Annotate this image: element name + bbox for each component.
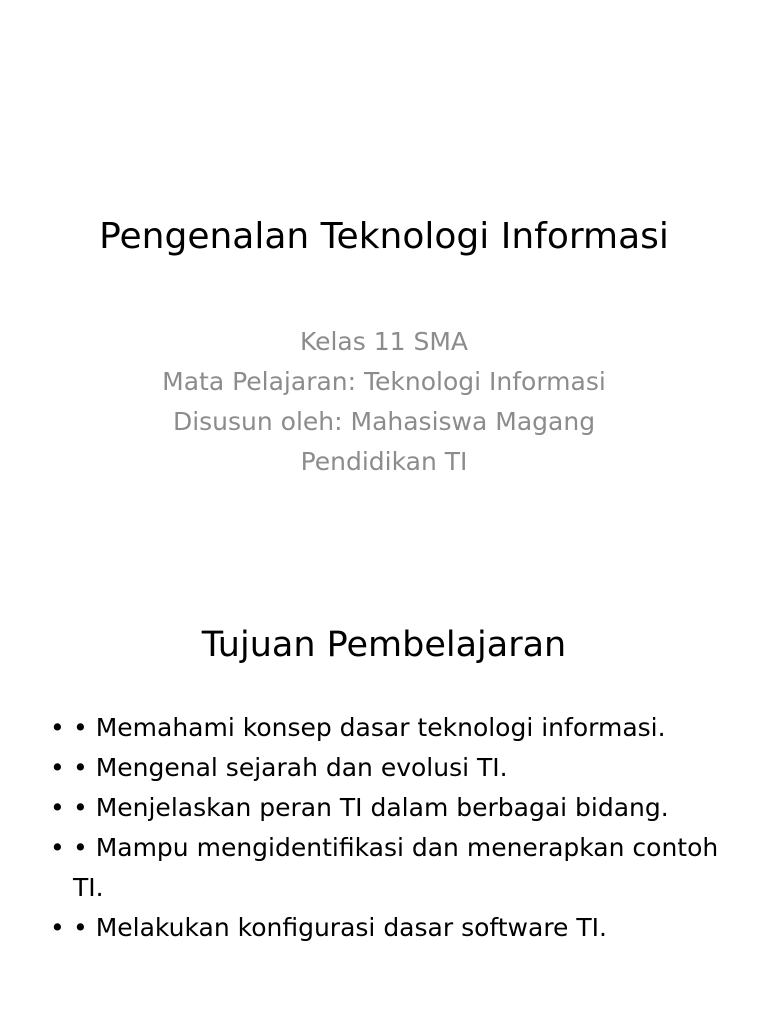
bullet-icon: •	[50, 833, 65, 862]
list-item	[44, 788, 744, 828]
list-item	[44, 748, 744, 788]
bullet-icon: •	[50, 753, 65, 782]
bullet-icon: •	[50, 913, 65, 942]
list-item-text: • Menjelaskan peran TI dalam berbagai bidang.	[73, 793, 669, 822]
list-item-text: • Melakukan konfigurasi dasar software TI.	[73, 913, 607, 942]
list-item	[44, 828, 744, 908]
bullet-icon: •	[50, 713, 65, 742]
subtitle-line: Pendidikan TI	[300, 447, 468, 476]
slide-heading: Tujuan Pembelajaran	[201, 625, 567, 665]
list-item-text: • Mengenal sejarah dan evolusi TI.	[73, 753, 508, 782]
subtitle-line: Kelas 11 SMA	[299, 327, 469, 356]
list-item	[44, 708, 744, 748]
bullet-icon: •	[50, 793, 65, 822]
slide-subtitle	[84, 322, 684, 476]
subtitle-line: Mata Pelajaran: Teknologi Informasi	[162, 367, 606, 396]
list-item	[44, 908, 744, 948]
slide-title: Pengenalan Teknologi Informasi	[99, 216, 669, 257]
subtitle-line: Disusun oleh: Mahasiswa Magang	[172, 407, 596, 436]
objectives-list	[44, 708, 744, 948]
list-item-text: • Memahami konsep dasar teknologi informasi.	[73, 713, 666, 742]
objectives-slide	[0, 512, 768, 1024]
list-item-text: • Mampu mengidentifikasi dan menerapkan contoh TI.	[73, 833, 719, 902]
